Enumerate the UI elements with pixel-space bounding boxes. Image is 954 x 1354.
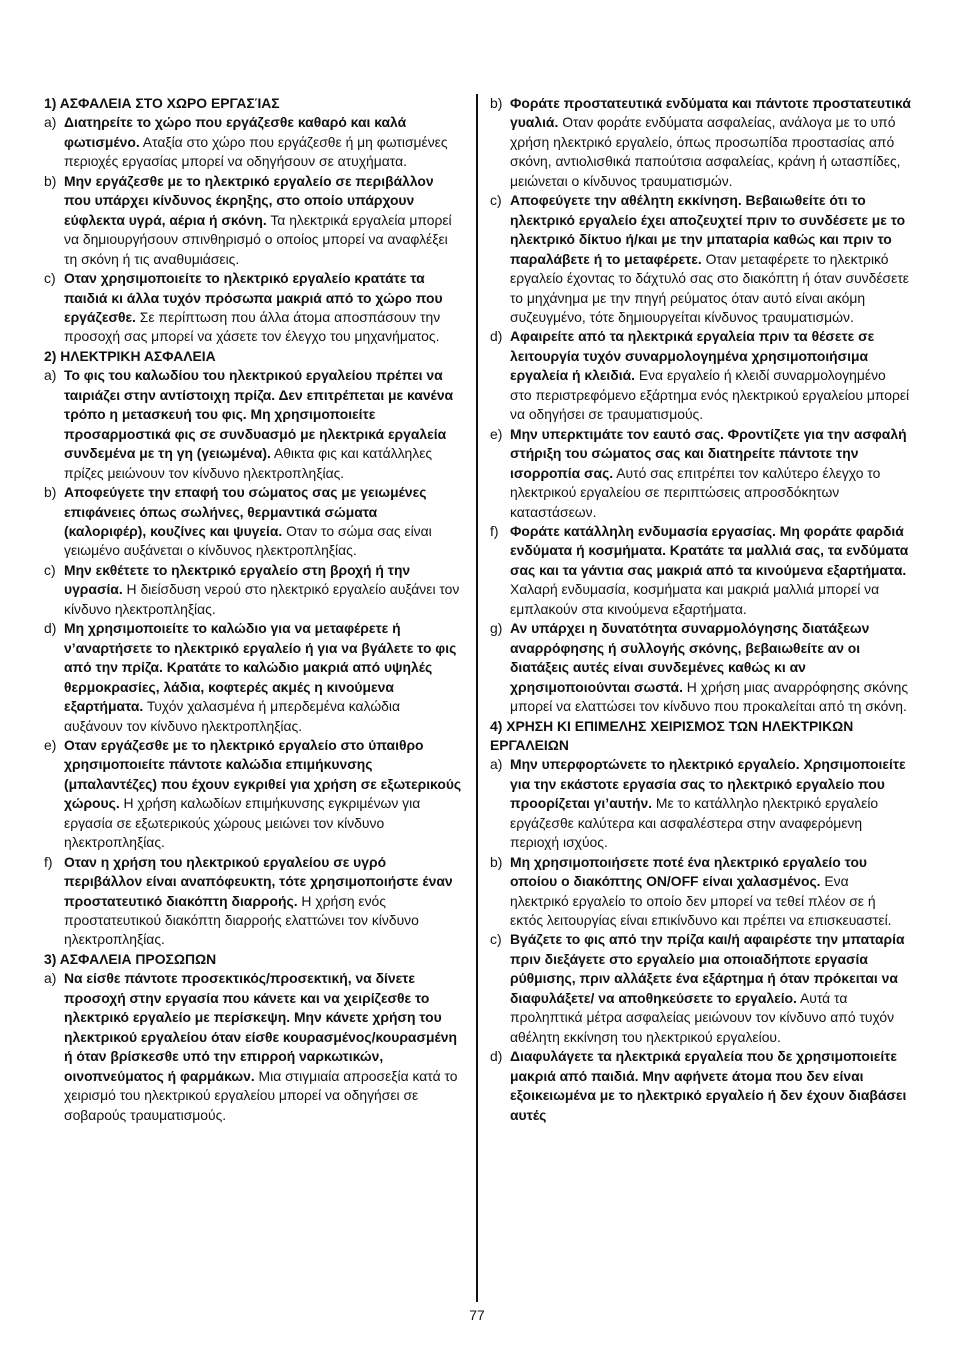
item-text: Ενα εργαλείο ή κλειδί συναρμολογημένο στο περιστρεφόμενο εξάρτημα ενός ηλεκτρικού εργαλείου μπορεί να οδηγήσει σε τραυματισμούς. [510,367,910,423]
item-letter: f) [490,522,499,539]
item-bold-text: Αν υπάρχει η δυνατότητα συναρμολόγησης διατάξεων αναρρόφησης ή συλλογής σκόνης, βεβαιωθείτε αν οι διατάξεις αυτές είναι συνδεμένες καθώς κι αν χρησιμοποιούνται σωστά. [510,620,870,695]
item-letter: b) [490,853,503,870]
item-letter: b) [490,95,503,111]
item-body [510,930,911,1047]
item-body [64,269,462,347]
item-body [64,736,462,853]
item-bold-text: Φοράτε προστατευτικά ενδύματα και πάντοτε προστατευτικά γυαλιά. [510,95,911,131]
list-item [44,113,462,171]
item-bold-text: Αφαιρείτε από τα ηλεκτρικά εργαλεία πριν τα θέσετε σε λειτουργία τυχόν συναρμολογημένα χρησιμοποιήσιμα εργαλεία ή κλειδιά. [510,328,875,384]
item-body [64,366,462,483]
item-letter: e) [490,425,503,442]
list-item [44,853,462,950]
list-item [44,736,462,853]
item-letter: a) [44,970,57,987]
list-item [490,1047,911,1125]
item-text: Οταν το σώμα σας είναι γειωμένο αυξάνεται ο κίνδυνος ηλεκτροπληξίας. [64,522,432,559]
item-text: Σε περίπτωση που άλλα άτομα αποσπάσουν την προσοχή σας μπορεί να χάσετε τον έλεγχο του μηχανήματος. [64,308,441,345]
item-text: Η χρήση καλωδίων επιμήκυνσης εγκριμένων για εργασία σε εξωτερικούς χώρους μειώνει τον κίνδυνο ηλεκτροπληξίας. [64,795,421,851]
list-item [44,483,462,561]
list-item [44,561,462,619]
item-text: Χαλαρή ενδυμασία, κοσμήματα και μακριά μαλλιά μπορεί να εμπλακούν στα κινούμενα εξαρτήματα. [510,581,880,617]
item-bold-text: Βγάζετε το φις από την πρίζα και/ή αφαιρέστε την μπαταρία πριν διεξάγετε στο εργαλείο μια οποιαδήποτε εργασία ρύθμισης, πριν αλλάξετε ένα εξάρτημα ή όταν πρόκειται να διαφυλάξετε/ να αποθηκεύσετε το εργαλείο. [510,931,905,1006]
item-body [510,94,911,191]
item-body [510,619,911,716]
list-item [44,269,462,347]
section-heading: 2) ΗΛΕΚΤΡΙΚΗ ΑΣΦΑΛΕΙΑ [44,347,216,364]
list-item [490,425,911,522]
item-bold-text: Μην εργάζεσθε με το ηλεκτρικό εργαλείο σε περιβάλλον που υπάρχει κίνδυνος έκρηξης, στο οποίο υπάρχουν εύφλεκτα υγρά, αέρια ή σκόνη. [64,172,434,228]
column-divider [476,94,478,1302]
item-body [64,113,462,171]
item-text: Τα ηλεκτρικά εργαλεία μπορεί να δημιουργήσουν σπινθηρισμό ο οποίος μπορεί να αναφλέξει τη σκόνη ή τις αναθυμιάσεις. [64,211,452,267]
list-item [490,522,911,619]
item-letter: a) [44,114,57,131]
item-body [510,425,911,522]
item-letter: d) [44,620,57,637]
item-bold-text: Μην υπερφορτώνετε το ηλεκτρικό εργαλείο. Χρησιμοποιείτε για την εκάστοτε εργασία σας το ηλεκτρικό εργαλείο που προορίζεται γι’αυτήν. [510,756,906,812]
item-text: Αυτό σας επιτρέπει τον καλύτερο έλεγχο το ηλεκτρικού εργαλείου σε περιπτώσεις απροσδόκητων καταστάσεων. [510,464,881,520]
item-letter: a) [490,756,503,773]
item-bold-text: Αποφεύγετε την αθέλητη εκκίνηση. Βεβαιωθείτε ότι το ηλεκτρικό εργαλείο έχει αποζευχτεί πριν το συνδέσετε με το ηλεκτρικό δίκτυο ή/και με την μπαταρία καθώς και πριν το παραλάβετε ή το μεταφέρετε. [510,192,906,267]
item-text: Οταν μεταφέρετε το ηλεκτρικό εργαλείο έχοντας το δάχτυλό σας στο διακόπτη ή όταν συνδέσετε το μηχάνημα με την πηγή ρεύματος όταν αυτό είναι ακόμη συζευγμένο, τότε δημιουργείται κίνδυνος τραυματισμών. [510,250,910,325]
item-bold-text: Μην υπερκτιμάτε τον εαυτό σας. Φροντίζετε για την ασφαλή στήριξη του σώματος σας και διατηρείτε πάντοτε την ισορροπία σας. [510,425,907,481]
list-item [44,366,462,483]
list-item [44,619,462,736]
item-body [510,1047,911,1125]
list-item [490,619,911,716]
item-bold-text: Διατηρείτε το χώρο που εργάζεσθε καθαρό και καλά φωτισμένο. [64,114,407,150]
item-letter: d) [490,1048,503,1065]
item-text: Αυτά τα προληπτικά μέτρα ασφαλείας μειώνουν τον κίνδυνο από τυχόν αθέλητη εκκίνηση του ηλεκτρικού εργαλείου. [510,989,895,1045]
list-item [490,191,911,327]
item-bold-text: Οταν χρησιμοποιείτε το ηλεκτρικό εργαλείο κρατάτε τα παιδιά κι άλλα τυχόν πρόσωπα μακριά από το χώρο που εργάζεσθε. [64,270,443,325]
item-body [64,561,462,619]
item-text: Με το κατάλληλο ηλεκτρικό εργαλείο εργάζεσθε καλύτερα και ασφαλέστερα στην αναφερόμενη περιοχή ισχύος. [510,795,879,851]
item-bold-text: Μην εκθέτετε το ηλεκτρικό εργαλείο στη βροχή ή την υγρασία. [64,561,411,598]
item-bold-text: Το φις του καλωδίου του ηλεκτρικού εργαλείου πρέπει να ταιριάζει στην αντίστοιχη πρίζα. Δεν επιτρέπεται με κανένα τρόπο η μετασκευή του φις. Μη χρησιμοποιείτε προσαρμοστικά φις σε συνδυασμό με ηλεκτρικά εργαλεία συνδεμένα με τη γη (γειωμένα). [64,367,454,462]
list-item [44,969,462,1125]
item-bold-text: Αποφεύγετε την επαφή του σώματος σας με γειωμένες επιφάνειες όπως σωλήνες, θερμαντικά σώματα (καλοριφέρ), κουζίνες και ψυγεία. [64,484,427,539]
item-body [64,619,462,736]
item-text: Αταξία στο χώρο που εργάζεσθε ή μη φωτισμένες περιοχές εργασίας μπορεί να οδηγήσουν σε ατυχήματα. [64,133,448,170]
item-body [510,755,911,852]
item-body [510,853,911,931]
list-item [44,172,462,269]
item-letter: c) [44,561,56,578]
item-body [510,522,911,619]
item-text: Ενα ηλεκτρικό εργαλείο το οποίο δεν μπορεί να τεθεί πλέον σε ή εκτός λειτουργίας είναι επικίνδυνο και πρέπει να επισκευαστεί. [510,873,892,929]
item-text: Η διείσδυση νερού στο ηλεκτρικό εργαλείο αυξάνει τον κίνδυνο ηλεκτροπληξίας. [64,581,460,617]
item-text: Αθικτα φις και κατάλληλες πρίζες μειώνουν τον κίνδυνο ηλεκτροπληξίας. [64,445,433,481]
item-letter: f) [44,853,53,870]
item-text: Οταν φοράτε ενδύματα ασφαλείας, ανάλογα με το υπό χρήση ηλεκτρικό εργαλείο, όπως προσωπίδα προστασίας από σκόνη, αντιολισθικά παπούτσια ασφαλείας, κράνη ή ωτασπίδες, μειώνεται ο κίνδυνος τραυματισμών. [510,114,901,189]
item-text: Μια στιγμιαία απροσεξία κατά το χειρισμό του ηλεκτρικού εργαλείου μπορεί να οδηγήσει σε σοβαρούς τραυματισμούς. [64,1067,458,1123]
item-body [510,327,911,424]
item-letter: e) [44,736,57,753]
item-bold-text: Διαφυλάγετε τα ηλεκτρικά εργαλεία που δε χρησιμοποιείτε μακριά από παιδιά. Μην αφήνετε άτομα που δεν είναι εξοικειωμένα με το ηλεκτρικό εργαλείο ή δεν έχουν διαβάσει αυτές [510,1048,907,1123]
item-letter: b) [44,172,57,189]
section-heading: 3) ΑΣΦΑΛΕΙΑ ΠΡΟΣΩΠΩΝ [44,950,217,967]
item-letter: d) [490,328,503,345]
item-body [64,172,462,269]
item-bold-text: Να είσθε πάντοτε προσεκτικός/προσεκτική, να δίνετε προσοχή στην εργασία που κάνετε και να χειρίζεσθε το ηλεκτρικό εργαλείο με περίσκεψη. Μην κάνετε χρήση του ηλεκτρικού εργαλείου όταν είσθε κουρασμένος/κουρασμένη ή όταν βρίσκεσθε υπό την επιρροή ναρκωτικών, οινοπνεύματος ή φαρμάκων. [64,970,457,1084]
item-text: Τυχόν χαλασμένα ή μπερδεμένα καλώδια αυξάνουν τον κίνδυνο ηλεκτροπληξίας. [64,698,401,734]
item-bold-text: Μη χρησιμοποιήσετε ποτέ ένα ηλεκτρικό εργαλείο του οποίου ο διακόπτης ON/OFF είναι χαλασμένος. [510,853,868,890]
item-body [64,969,462,1125]
item-body [64,853,462,950]
list-item [490,755,911,852]
item-text: Η χρήση μιας αναρρόφησης σκόνης μπορεί να ελαττώσει τον κίνδυνο που προκαλείται από τη σκόνη. [510,678,909,715]
item-letter: c) [490,931,502,948]
item-bold-text: Οταν εργάζεσθε με το ηλεκτρικό εργαλείο στο ύπαιθρο χρησιμοποιείτε πάντοτε καλώδια επιμήκυνσης (μπαλαντέζες) που έχουν εγκριθεί για χρήση σε εξωτερικούς χώρους. [64,736,462,812]
item-body [64,483,462,561]
right-column [490,94,911,1125]
item-letter: g) [490,620,503,637]
section-heading: 4) ΧΡΗΣΗ ΚΙ ΕΠΙΜΕΛΗΣ ΧΕΙΡΙΣΜΟΣ ΤΩΝ ΗΛΕΚΤΡΙΚΩΝ ΕΡΓΑΛΕΙΩΝ [490,717,854,753]
section-heading: 1) ΑΣΦΑΛΕΙΑ ΣΤΟ ΧΩΡΟ ΕΡΓΑΣΊΑΣ [44,95,280,111]
item-bold-text: Μη χρησιμοποιείτε το καλώδιο για να μεταφέρετε ή ν’αναρτήσετε το ηλεκτρικό εργαλείο ή για να βγάλετε το φις από την πρίζα. Κρατάτε το καλώδιο μακριά από υψηλές θερμοκρασίες, λάδια, κοφτερές ακμές η κινούμενα εξαρτήματα. [64,620,457,715]
item-body [510,191,911,327]
item-letter: a) [44,367,57,384]
list-item [490,930,911,1047]
item-letter: c) [490,192,502,209]
list-item [490,94,911,191]
page-number: 77 [469,1307,485,1323]
item-text: Η χρήση ενός προστατευτικού διακόπτη διαρροής ελαττώνει τον κίνδυνο ηλεκτροπληξίας. [64,892,419,948]
left-column [44,94,462,1125]
item-bold-text: Οταν η χρήση του ηλεκτρικού εργαλείου σε υγρό περιβάλλον είναι αναπόφευκτη, τότε χρησιμοποιήστε έναν προστατευτικό διακόπτη διαρροής. [64,853,453,909]
item-letter: c) [44,270,56,287]
item-bold-text: Φοράτε κατάλληλη ενδυμασία εργασίας. Μη φοράτε φαρδιά ενδύματα ή κοσμήματα. Κρατάτε τα μαλλιά σας, τα ενδύματα σας και τα γάντια σας μακριά από τα κινούμενα εξαρτήματα. [510,522,909,578]
list-item [490,853,911,931]
list-item [490,327,911,424]
item-letter: b) [44,484,57,501]
